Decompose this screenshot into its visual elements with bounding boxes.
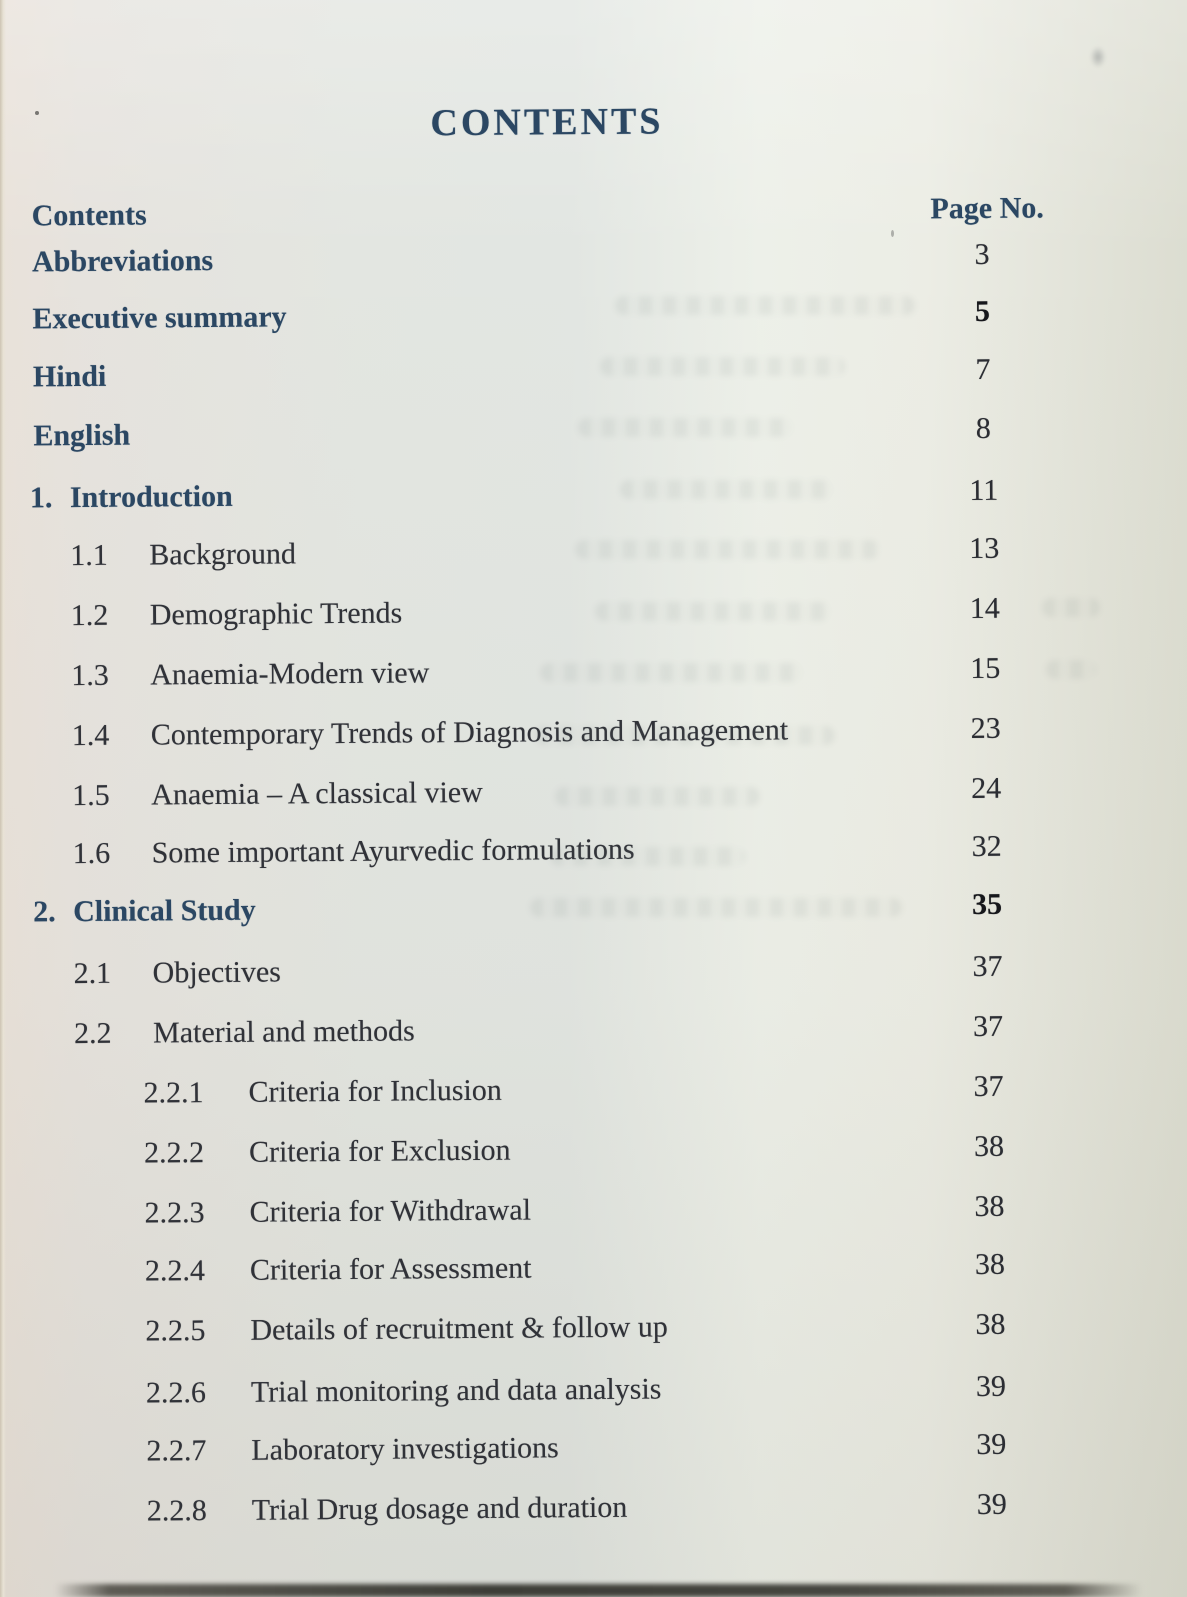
toc-entry-page: 37 xyxy=(972,1009,1004,1044)
book-edge-shadow xyxy=(55,1584,1142,1597)
toc-entry-number: 1.6 xyxy=(72,836,111,871)
toc-entry-label: Laboratory investigations xyxy=(251,1431,559,1467)
bleedthrough-smudge xyxy=(600,357,845,376)
bleedthrough-smudge xyxy=(555,787,760,806)
toc-entry xyxy=(5,1297,1187,1358)
toc-entry-number: 2. xyxy=(32,895,56,929)
toc-entry xyxy=(0,581,1187,642)
toc-entry-label: Background xyxy=(149,537,297,572)
toc-entry-number: 1.2 xyxy=(70,598,109,633)
toc-entry-number: 2.2.4 xyxy=(144,1254,206,1288)
toc-entry xyxy=(0,284,1185,345)
toc-entry-number: 2.2.5 xyxy=(145,1314,206,1348)
toc-entry-page: 38 xyxy=(974,1247,1006,1282)
toc-entry-label: Some important Ayurvedic formulations xyxy=(151,832,635,870)
toc-entry-number: 1.3 xyxy=(71,658,109,693)
toc-entry-page: 37 xyxy=(973,1069,1004,1104)
toc-entry xyxy=(3,999,1187,1060)
bleedthrough-smudge xyxy=(1042,598,1100,617)
toc-entry-number: 2.2.7 xyxy=(146,1434,207,1468)
toc-entry-label: Introduction xyxy=(69,479,233,515)
toc-entry-page: 11 xyxy=(969,473,999,508)
toc-entry-page: 3 xyxy=(974,237,990,271)
toc-entry-label: Demographic Trends xyxy=(149,596,403,632)
toc-entry xyxy=(6,1417,1187,1478)
toc-entry-page: 39 xyxy=(976,1487,1007,1522)
toc-entry xyxy=(6,1359,1187,1420)
toc-entry-page: 5 xyxy=(974,294,991,328)
page-title: CONTENTS xyxy=(430,100,664,145)
toc-entry-label: Objectives xyxy=(152,955,282,990)
toc-entry-page: 38 xyxy=(975,1307,1006,1342)
toc-entry-number: 2.2.3 xyxy=(144,1196,205,1230)
toc-entry-page: 13 xyxy=(969,531,1000,566)
toc-entry xyxy=(0,227,1184,288)
toc-entry-label: Anaemia-Modern view xyxy=(150,656,430,692)
toc-entry-number: 1. xyxy=(29,481,53,515)
toc-entry xyxy=(4,1119,1187,1180)
toc-entry-number: 2.2 xyxy=(73,1016,112,1051)
toc-entry-number: 2.2.6 xyxy=(145,1376,207,1410)
toc-entry-page: 38 xyxy=(974,1189,1005,1224)
toc-entry-page: 39 xyxy=(976,1427,1007,1462)
toc-entry-page: 35 xyxy=(971,887,1003,922)
toc-entry-page: 14 xyxy=(969,591,1000,626)
bleedthrough-smudge xyxy=(615,296,915,315)
toc-entry-label: Contemporary Trends of Diagnosis and Management xyxy=(150,713,789,752)
toc-entry-number: 1.4 xyxy=(71,718,110,753)
toc-entry-label: Criteria for Exclusion xyxy=(248,1133,511,1169)
toc-entry-number: 1.1 xyxy=(70,538,108,573)
toc-entry-number: 2.2.2 xyxy=(143,1136,205,1170)
toc-entry-page: 15 xyxy=(970,651,1001,686)
contents-column-header: Contents xyxy=(31,198,147,233)
bleedthrough-smudge xyxy=(620,480,832,499)
bleedthrough-smudge xyxy=(530,898,902,917)
toc-entry-page: 37 xyxy=(972,949,1003,984)
toc-entry-label: Clinical Study xyxy=(72,893,256,929)
toc-entry-label: English xyxy=(33,418,131,453)
toc-entry-label: Anaemia – A classical view xyxy=(151,775,483,812)
toc-entry xyxy=(0,463,1186,524)
toc-entry-label: Hindi xyxy=(32,359,107,394)
toc-entry-label: Executive summary xyxy=(32,300,287,336)
toc-entry-label: Abbreviations xyxy=(31,243,214,279)
toc-entry-label: Criteria for Withdrawal xyxy=(249,1193,532,1229)
ink-speck xyxy=(35,111,39,115)
toc-entry-label: Criteria for Assessment xyxy=(249,1251,532,1287)
toc-entry-page: 39 xyxy=(975,1369,1007,1404)
bleedthrough-smudge xyxy=(575,540,880,559)
toc-entry xyxy=(3,1059,1187,1120)
bleedthrough-smudge xyxy=(595,602,830,621)
ink-speck xyxy=(891,230,894,237)
page-number-column-header: Page No. xyxy=(930,191,1044,226)
toc-entry-number: 2.2.8 xyxy=(146,1494,207,1528)
toc-entry-page: 38 xyxy=(973,1129,1005,1164)
toc-entry-label: Trial Drug dosage and duration xyxy=(251,1490,628,1527)
toc-entry-page: 7 xyxy=(975,352,991,386)
toc-entry-page: 23 xyxy=(970,711,1001,746)
bleedthrough-smudge xyxy=(1046,660,1096,679)
toc-entry-label: Details of recruitment & follow up xyxy=(250,1310,668,1347)
toc-entry-page: 24 xyxy=(971,771,1002,806)
bleedthrough-smudge xyxy=(550,847,745,866)
toc-entry-label: Material and methods xyxy=(152,1014,415,1050)
toc-entry-label: Criteria for Inclusion xyxy=(248,1073,502,1109)
toc-entry-page: 8 xyxy=(975,411,991,445)
corner-mark xyxy=(1090,46,1106,68)
toc-entry xyxy=(5,1237,1187,1298)
bleedthrough-smudge xyxy=(535,726,835,745)
toc-entry xyxy=(7,1477,1187,1538)
toc-entry xyxy=(4,1179,1187,1240)
toc-entry xyxy=(0,342,1185,403)
toc-entry-number: 1.5 xyxy=(72,778,110,813)
bleedthrough-smudge xyxy=(578,418,793,437)
toc-entry xyxy=(2,939,1187,1000)
toc-entry-number: 2.2.1 xyxy=(143,1076,204,1110)
toc-entry-number: 2.1 xyxy=(73,956,112,991)
toc-entry-page: 32 xyxy=(971,829,1002,864)
toc-entry-label: Trial monitoring and data analysis xyxy=(250,1372,662,1409)
bleedthrough-smudge xyxy=(540,663,802,682)
